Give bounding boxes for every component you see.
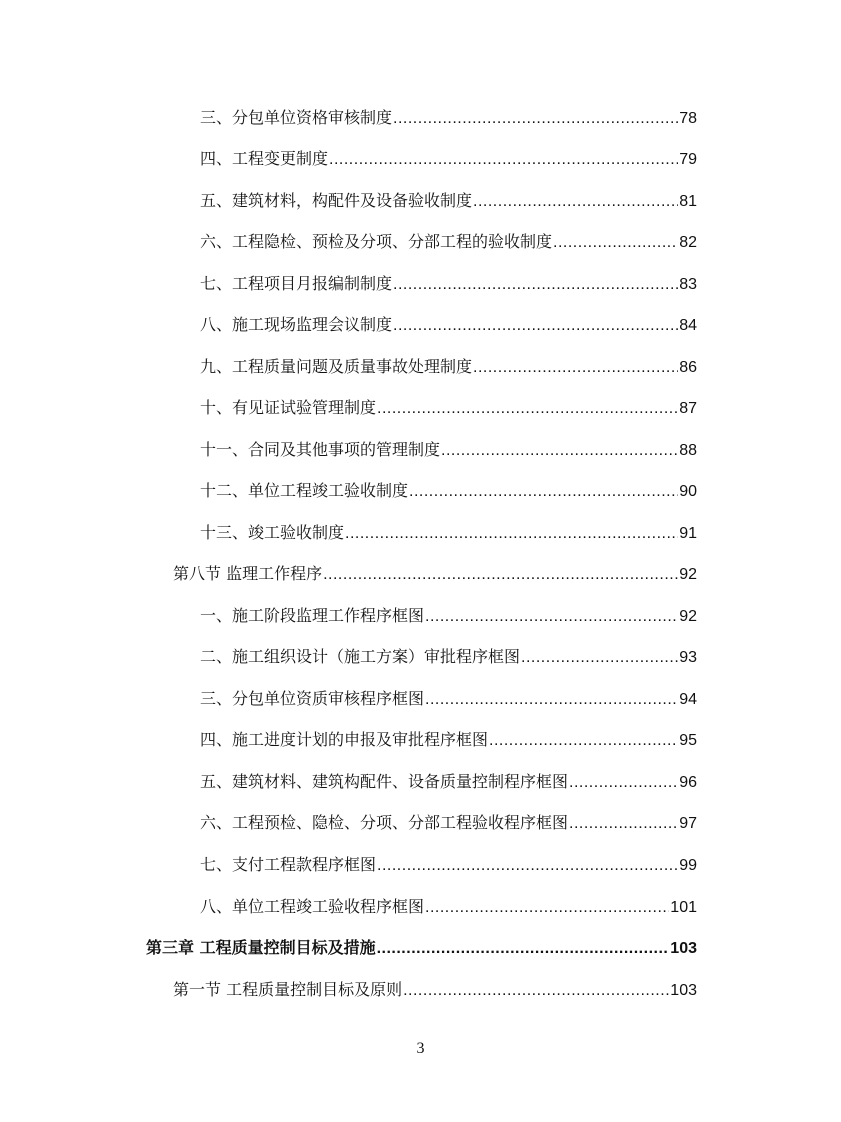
toc-entry-title: 三、分包单位资格审核制度 — [200, 108, 393, 127]
toc-entry-title: 一、施工阶段监理工作程序框图 — [200, 606, 425, 625]
leader-dots — [489, 729, 678, 753]
toc-entry-page: 87 — [679, 400, 697, 417]
toc-entry-page: 94 — [679, 691, 697, 708]
leader-dots — [377, 397, 678, 421]
toc-entry-page: 99 — [679, 857, 697, 874]
toc-entry[interactable] — [200, 853, 697, 877]
toc-entry-title: 八、单位工程竣工验收程序框图 — [200, 897, 425, 916]
toc-entry[interactable] — [200, 645, 697, 669]
leader-dots — [425, 605, 678, 629]
toc-entry[interactable] — [200, 106, 697, 130]
toc-entry-page: 103 — [670, 982, 697, 999]
leader-dots — [345, 522, 678, 546]
leader-dots — [569, 771, 678, 795]
toc-entry-title: 六、工程预检、隐检、分项、分部工程验收程序框图 — [200, 813, 569, 832]
toc-entry-title: 二、施工组织设计（施工方案）审批程序框图 — [200, 647, 521, 666]
page-number: 3 — [416, 1040, 425, 1057]
leader-dots — [521, 646, 678, 670]
leader-dots — [323, 563, 678, 587]
toc-entry-page: 97 — [679, 815, 697, 832]
toc-section-entry[interactable] — [173, 978, 697, 1002]
toc-section-entry[interactable] — [173, 562, 697, 586]
toc-entry-title: 四、工程变更制度 — [200, 149, 329, 168]
leader-dots — [441, 439, 678, 463]
toc-entry[interactable] — [200, 189, 697, 213]
toc-entry-title: 十三、竣工验收制度 — [200, 523, 345, 542]
toc-entry-page: 93 — [679, 649, 697, 666]
toc-entry-page: 82 — [679, 234, 697, 251]
leader-dots — [393, 314, 678, 338]
toc-entry[interactable] — [200, 272, 697, 296]
toc-entry[interactable] — [200, 230, 697, 254]
leader-dots — [329, 148, 678, 172]
leader-dots — [403, 979, 669, 1003]
toc-entry-page: 95 — [679, 732, 697, 749]
toc-entry-title: 第三章 工程质量控制目标及措施 — [146, 938, 376, 957]
leader-dots — [377, 854, 678, 878]
toc-entry-title: 第一节 工程质量控制目标及原则 — [173, 980, 403, 999]
toc-entry-page: 101 — [670, 899, 697, 916]
toc-entry-page: 81 — [679, 193, 697, 210]
toc-chapter-entry[interactable] — [146, 936, 697, 960]
toc-entry-page: 83 — [679, 276, 697, 293]
toc-entry-title: 三、分包单位资质审核程序框图 — [200, 689, 425, 708]
toc-entry[interactable] — [200, 728, 697, 752]
toc-entry-page: 92 — [679, 608, 697, 625]
toc-entry-title: 八、施工现场监理会议制度 — [200, 315, 393, 334]
toc-entry[interactable] — [200, 479, 697, 503]
toc-entry-title: 五、建筑材料、建筑构配件、设备质量控制程序框图 — [200, 772, 569, 791]
toc-entry-page: 92 — [679, 566, 697, 583]
toc-entry-page: 86 — [679, 359, 697, 376]
toc-entry-page: 79 — [679, 151, 697, 168]
toc-entry[interactable] — [200, 355, 697, 379]
toc-entry-page: 84 — [679, 317, 697, 334]
toc-entry[interactable] — [200, 396, 697, 420]
toc-entry-page: 90 — [679, 483, 697, 500]
toc-entry-title: 六、工程隐检、预检及分项、分部工程的验收制度 — [200, 232, 553, 251]
toc-entry-title: 五、建筑材料，构配件及设备验收制度 — [200, 191, 473, 210]
leader-dots — [393, 107, 678, 131]
toc-entry-page: 103 — [670, 940, 697, 957]
leader-dots — [553, 231, 678, 255]
toc-entry[interactable] — [200, 604, 697, 628]
toc-entry-title: 十一、合同及其他事项的管理制度 — [200, 440, 441, 459]
toc-entry-title: 十二、单位工程竣工验收制度 — [200, 481, 409, 500]
leader-dots — [425, 896, 669, 920]
toc-entry-page: 91 — [679, 525, 697, 542]
leader-dots — [409, 480, 678, 504]
leader-dots — [473, 190, 678, 214]
toc-entry-title: 第八节 监理工作程序 — [173, 564, 323, 583]
leader-dots — [473, 356, 678, 380]
toc-entry-page: 88 — [679, 442, 697, 459]
toc-entry[interactable] — [200, 438, 697, 462]
toc-entry-title: 四、施工进度计划的申报及审批程序框图 — [200, 730, 489, 749]
leader-dots — [377, 937, 670, 961]
toc-entry[interactable] — [200, 770, 697, 794]
toc-entry-title: 七、支付工程款程序框图 — [200, 855, 377, 874]
leader-dots — [569, 812, 678, 836]
toc-entry[interactable] — [200, 895, 697, 919]
toc-entry-page: 96 — [679, 774, 697, 791]
toc-entry-title: 九、工程质量问题及质量事故处理制度 — [200, 357, 473, 376]
toc-entry-title: 七、工程项目月报编制制度 — [200, 274, 393, 293]
toc-entry[interactable] — [200, 147, 697, 171]
toc-entry[interactable] — [200, 313, 697, 337]
toc-entry[interactable] — [200, 687, 697, 711]
toc-entry[interactable] — [200, 811, 697, 835]
toc-entry-page: 78 — [679, 110, 697, 127]
toc-entry[interactable] — [200, 521, 697, 545]
toc-entry-title: 十、有见证试验管理制度 — [200, 398, 377, 417]
leader-dots — [425, 688, 678, 712]
leader-dots — [393, 273, 678, 297]
